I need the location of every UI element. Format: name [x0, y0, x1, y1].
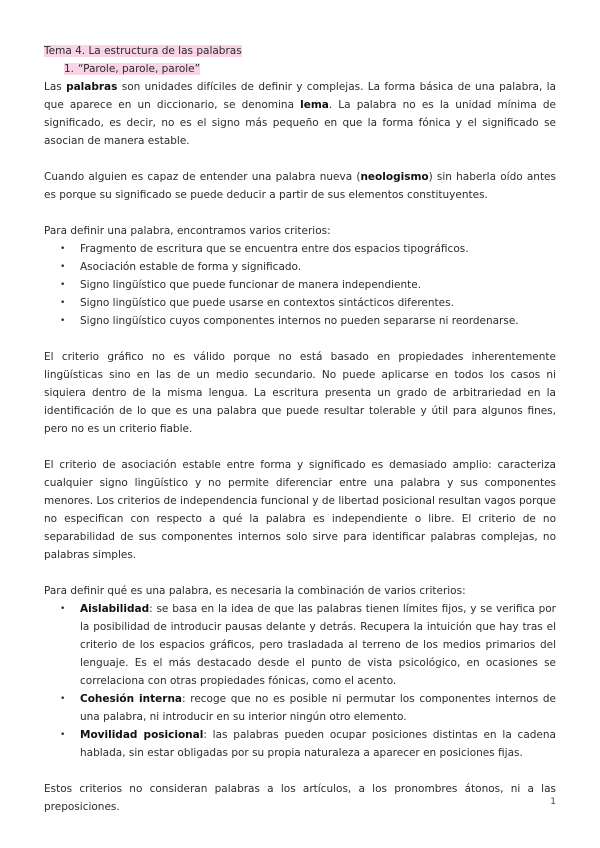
list-item: • Fragmento de escritura que se encuentra entre dos espacios tipográficos. [44, 240, 556, 258]
list-item: • Signo lingüístico que puede funcionar de manera independiente. [44, 276, 556, 294]
page-title: Tema 4. La estructura de las palabras [44, 45, 242, 57]
page-number: 1 [550, 797, 556, 807]
paragraph-association-criterion: El criterio de asociación estable entre forma y significado es demasiado amplio: caracteriza cualquier signo lingüístico y no permite diferenciar entre una palabra y sus componentes menores. Los criterios de independencia funcional y de libertad posicional resultan vagos porque no especifican con respecto a qué la palabra es independiente o libre. El criterio de no separabilidad de sus componentes internos solo sirve para identificar palabras complejas, no palabras simples. [44, 459, 556, 561]
paragraph-criteria-intro: Para definir una palabra, encontramos varios criterios: [44, 225, 331, 237]
paragraph-conclusion: Estos criterios no consideran palabras a los artículos, a los pronombres átonos, ni a las preposiciones. [44, 783, 556, 813]
list-item: • Asociación estable de forma y significado. [44, 258, 556, 276]
list-item: • Signo lingüístico que puede usarse en contextos sintácticos diferentes. [44, 294, 556, 312]
paragraph-neologism: Cuando alguien es capaz de entender una palabra nueva (neologismo) sin haberla oído antes es porque su significado se puede deducir a partir de sus elementos constituyentes. [44, 171, 556, 201]
list-item: • Aislabilidad: se basa en la idea de que las palabras tienen límites fijos, y se verifica por la posibilidad de introducir pausas delante y detrás. Recupera la intuición que hay tras el criterio de los espacios gráficos, pero trasladada al terreno de los medios primarios del lenguaje. Es el más destacado desde el punto de vista psicológico, en ocasiones se correlaciona con otras propiedades fónicas, como el acento. [44, 600, 556, 690]
paragraph-intro: Las palabras son unidades difíciles de definir y complejas. La forma básica de una palabra, la que aparece en un diccionario, se denomina lema. La palabra no es la unidad mínima de significado, es decir, no es el signo más pequeño en que la forma fónica y el significado se asocian de manera estable. [44, 81, 556, 147]
paragraph-combination-intro: Para definir qué es una palabra, es necesaria la combinación de varios criterios: [44, 585, 466, 597]
section-heading: 1. “Parole, parole, parole” [64, 63, 201, 75]
criteria-list [44, 240, 556, 330]
list-item: • Movilidad posicional: las palabras pueden ocupar posiciones distintas en la cadena hablada, sin estar obligadas por su propia naturaleza a aparecer en posiciones fijas. [44, 726, 556, 762]
list-item: • Cohesión interna: recoge que no es posible ni permutar los componentes internos de una palabra, ni introducir en su interior ningún otro elemento. [44, 690, 556, 726]
paragraph-graphic-criterion: El criterio gráfico no es válido porque no está basado en propiedades inherentemente lingüísticas sino en las de un medio secundario. No puede aplicarse en todos los casos ni siquiera dentro de la misma lengua. La escritura presenta un grado de arbitrariedad en la identificación de lo que es una palabra que puede resultar tolerable y útil para algunos fines, pero no es un criterio fiable. [44, 351, 556, 435]
document-page [44, 42, 556, 816]
combined-criteria-list [44, 600, 556, 762]
list-item: • Signo lingüístico cuyos componentes internos no pueden separarse ni reordenarse. [44, 312, 556, 330]
